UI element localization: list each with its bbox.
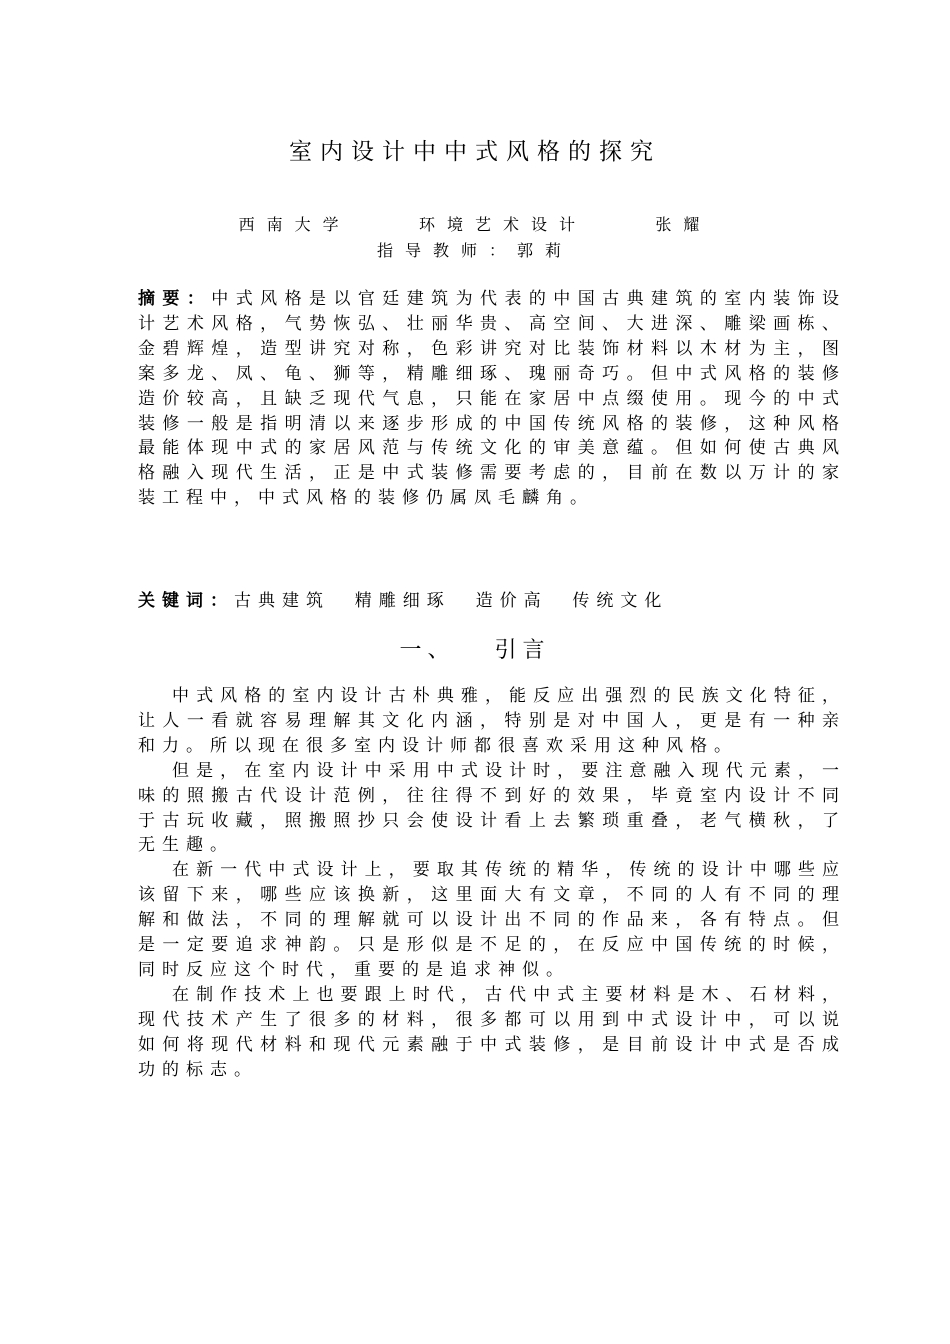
paragraph: 中式风格的室内设计古朴典雅，能反应出强烈的民族文化特征，让人一看就容易理解其文化内涵，特别是对中国人，更是有一种亲和力。所以现在很多室内设计师都很喜欢采用这种风格。	[138, 686, 846, 756]
abstract-label: 摘要：	[138, 289, 212, 309]
keywords-label: 关键词：	[138, 591, 234, 611]
section-heading: 一、 引言	[399, 638, 551, 663]
keywords-text: 古典建筑 精雕细琢 造价高 传统文化	[234, 591, 669, 611]
keywords	[138, 586, 668, 611]
paragraph: 在新一代中式设计上，要取其传统的精华，传统的设计中哪些应该留下来，哪些应该换新，这里面大有文章，不同的人有不同的理解和做法，不同的理解就可以设计出不同的作品来，各有特点。但是一定要追求神韵。只是形似是不足的，在反应中国传统的时候，同时反应这个时代，重要的是追求神似。	[138, 860, 846, 980]
advisor-line: 指导教师：郭莉	[376, 241, 573, 260]
author-line: 西南大学 环境艺术设计 张耀	[238, 215, 712, 234]
abstract	[138, 287, 846, 511]
abstract-text: 中式风格是以官廷建筑为代表的中国古典建筑的室内装饰设计艺术风格，气势恢弘、壮丽华贵、高空间、大进深、雕梁画栋、金碧辉煌，造型讲究对称，色彩讲究对比装饰材料以木材为主，图案多龙、凤、龟、狮等，精雕细琢、瑰丽奇巧。但中式风格的装修造价较高，且缺乏现代气息，只能在家居中点缀使用。现今的中式装修一般是指明清以来逐步形成的中国传统风格的装修，这种风格最能体现中式的家居风范与传统文化的审美意蕴。但如何使古典风格融入现代生活，正是中式装修需要考虑的，目前在数以万计的家装工程中，中式风格的装修仍属凤毛麟角。	[138, 289, 847, 509]
paragraph: 但是，在室内设计中采用中式设计时，要注意融入现代元素，一味的照搬古代设计范例，往往得不到好的效果，毕竟室内设计不同于古玩收藏，照搬照抄只会使设计看上去繁琐重叠，老气横秋，了无生趣。	[138, 760, 846, 856]
paragraph: 在制作技术上也要跟上时代，古代中式主要材料是木、石材料，现代技术产生了很多的材料，很多都可以用到中式设计中，可以说如何将现代材料和现代元素融于中式装修，是目前设计中式是否成功的标志。	[138, 984, 846, 1080]
body-text	[138, 684, 846, 1083]
document-title: 室内设计中中式风格的探究	[289, 139, 661, 165]
